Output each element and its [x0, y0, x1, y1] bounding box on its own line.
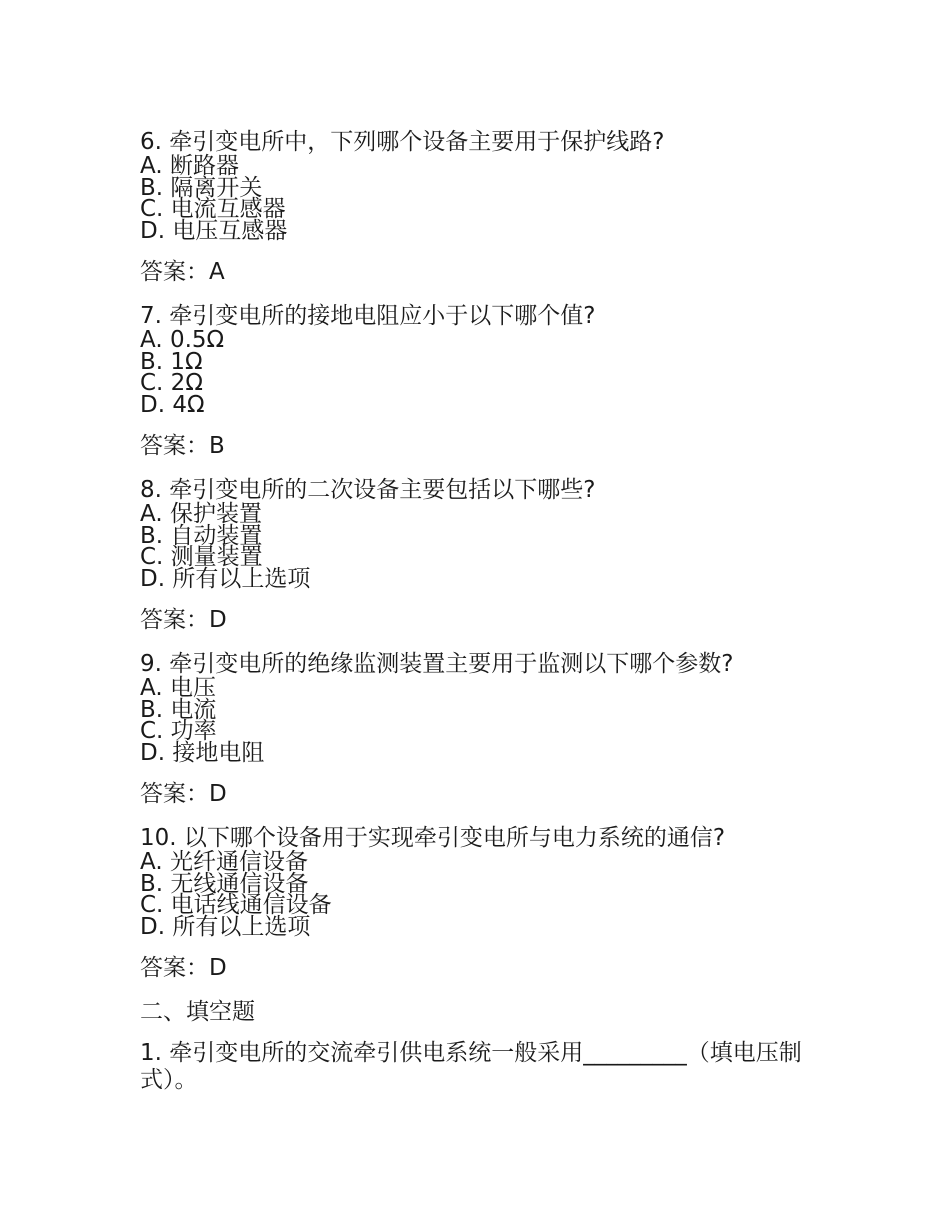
- question-title: 9. 牵引变电所的绝缘监测装置主要用于监测以下哪个参数?: [140, 651, 734, 677]
- option-b: B. 电流: [140, 696, 217, 723]
- fill-in-question: 1. 牵引变电所的交流牵引供电系统一般采用_________（填电压制式）。: [140, 1040, 802, 1093]
- question-6: [140, 128, 820, 286]
- option-b: B. 隔离开关: [140, 174, 263, 201]
- option-b: B. 1Ω: [140, 348, 203, 375]
- question-8: [140, 476, 820, 634]
- answer-line: 答案：A: [140, 259, 225, 285]
- option-d: D. 4Ω: [140, 391, 205, 418]
- option-a: A. 断路器: [140, 153, 239, 179]
- question-10: [140, 824, 820, 982]
- answer-line: 答案：B: [140, 433, 225, 459]
- option-a: A. 0.5Ω: [140, 327, 225, 353]
- option-c: C. 功率: [140, 718, 217, 744]
- option-c: C. 电话线通信设备: [140, 892, 332, 918]
- option-d: D. 接地电阻: [140, 739, 265, 766]
- option-a: A. 保护装置: [140, 501, 262, 527]
- option-c: C. 测量装置: [140, 544, 263, 570]
- option-c: C. 电流互感器: [140, 196, 286, 222]
- option-d: D. 所有以上选项: [140, 913, 311, 940]
- document-content: [140, 128, 820, 1094]
- answer-line: 答案：D: [140, 607, 227, 633]
- section-heading: 二、填空题: [140, 999, 255, 1025]
- question-title: 8. 牵引变电所的二次设备主要包括以下哪些?: [140, 477, 596, 503]
- option-c: C. 2Ω: [140, 370, 203, 396]
- option-b: B. 无线通信设备: [140, 870, 309, 897]
- question-7: [140, 302, 820, 460]
- question-title: 10. 以下哪个设备用于实现牵引变电所与电力系统的通信?: [140, 825, 726, 851]
- option-d: D. 电压互感器: [140, 217, 288, 244]
- option-b: B. 自动装置: [140, 522, 263, 549]
- answer-line: 答案：D: [140, 955, 227, 981]
- question-title: 7. 牵引变电所的接地电阻应小于以下哪个值?: [140, 303, 596, 329]
- answer-line: 答案：D: [140, 781, 227, 807]
- question-9: [140, 650, 820, 808]
- option-a: A. 光纤通信设备: [140, 849, 308, 875]
- option-d: D. 所有以上选项: [140, 565, 311, 592]
- question-title: 6. 牵引变电所中，下列哪个设备主要用于保护线路?: [140, 129, 665, 155]
- option-a: A. 电压: [140, 675, 216, 701]
